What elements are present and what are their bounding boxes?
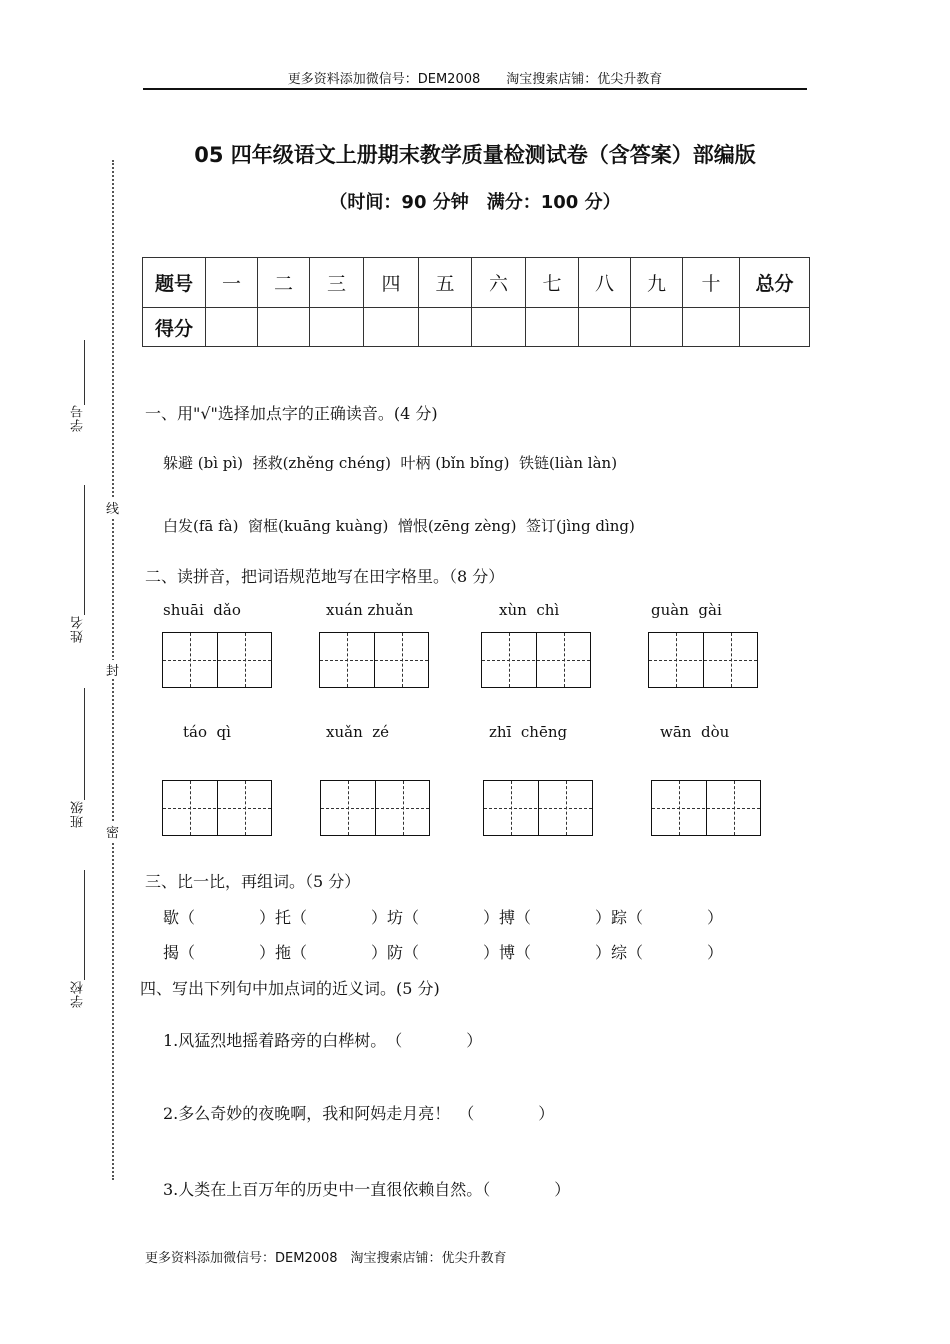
tianzige-grid[interactable] [319,632,429,688]
tianzige-grid[interactable] [651,780,761,836]
score-cell[interactable] [472,308,526,347]
q3-row-2[interactable]: 揭（ ）拖（ ）防（ ）博（ ）综（ ） [163,943,724,962]
q3-row-1[interactable]: 歇（ ）托（ ）坊（ ）搏（ ）踪（ ） [163,908,724,927]
tianzige-grid[interactable] [162,632,272,688]
exam-title: 05 四年级语文上册期末教学质量检测试卷（含答案）部编版 [194,143,756,167]
pinyin-label: shuāi dǎo [163,601,241,619]
tianzige-grid[interactable] [162,780,272,836]
table-cell: 总分 [740,258,810,308]
score-cell[interactable] [740,308,810,347]
q4-item-3[interactable]: 3.人类在上百万年的历史中一直很依赖自然。（ ） [163,1180,571,1199]
seal-char-seal: 封 [106,660,119,679]
score-cell[interactable] [683,308,740,347]
table-cell: 得分 [143,308,206,347]
q1-title: 一、用"√"选择加点字的正确读音。(4 分) [145,404,438,423]
score-cell[interactable] [258,308,310,347]
score-table-score-row [143,308,810,347]
score-cell[interactable] [206,308,258,347]
pinyin-label: xuán zhuǎn [326,601,414,619]
table-cell: 六 [472,258,526,308]
score-cell[interactable] [310,308,364,347]
q4-title: 四、写出下列句中加点词的近义词。(5 分) [140,979,440,998]
table-cell: 四 [364,258,419,308]
q1-row-1[interactable]: 躲避 (bì pì) 拯救(zhěng chéng) 叶柄 (bǐn bǐng) 铁链(liàn làn) [163,454,618,472]
tianzige-grid[interactable] [481,632,591,688]
pinyin-label: wān dòu [660,723,730,741]
pinyin-label: xuǎn zé [326,723,390,741]
seal-char-line: 线 [106,498,119,517]
page-footer: 更多资料添加微信号：DEM2008 淘宝搜索店铺：优尖升教育 [145,1251,507,1266]
table-cell: 题号 [143,258,206,308]
tianzige-grid[interactable] [483,780,593,836]
class-label: 班级 [71,800,86,828]
seal-char-secret: 密 [106,822,119,841]
header-rule [143,88,807,90]
q4-item-1[interactable]: 1.风猛烈地摇着路旁的白桦树。 （ ） [163,1031,483,1050]
student-id-line[interactable] [84,340,85,405]
score-cell[interactable] [579,308,631,347]
table-cell: 三 [310,258,364,308]
student-name-line[interactable] [84,485,85,615]
table-cell: 七 [526,258,579,308]
score-table-header-row [143,258,810,308]
q1-row-2[interactable]: 白发(fā fà) 窗框(kuāng kuàng) 憎恨(zēng zèng) 签订(jìng dìng) [163,517,635,535]
table-cell: 十 [683,258,740,308]
table-cell: 九 [631,258,683,308]
pinyin-label: táo qì [183,723,231,741]
page-header: 更多资料添加微信号：DEM2008 淘宝搜索店铺：优尖升教育 [287,72,663,87]
score-cell[interactable] [526,308,579,347]
score-table [142,257,810,347]
school-label: 学校 [71,980,86,1008]
score-cell[interactable] [631,308,683,347]
table-cell: 二 [258,258,310,308]
pinyin-label: xùn chì [499,601,560,619]
score-cell[interactable] [364,308,419,347]
q3-title: 三、比一比，再组词。（5 分） [145,872,361,891]
table-cell: 一 [206,258,258,308]
pinyin-label: zhī chēng [489,723,568,741]
exam-subtitle: （时间：90 分钟 满分：100 分） [329,192,621,213]
tianzige-grid[interactable] [320,780,430,836]
school-line[interactable] [84,870,85,980]
class-line[interactable] [84,688,85,800]
table-cell: 五 [419,258,472,308]
tianzige-grid[interactable] [648,632,758,688]
q4-item-2[interactable]: 2.多么奇妙的夜晚啊，我和阿妈走月亮！ （ ） [163,1104,555,1123]
table-cell: 八 [579,258,631,308]
pinyin-label: guàn gài [651,601,722,619]
student-name-label: 姓名 [71,615,86,643]
student-id-label: 学号 [71,404,86,432]
score-cell[interactable] [419,308,472,347]
q2-title: 二、读拼音，把词语规范地写在田字格里。（8 分） [145,567,505,586]
